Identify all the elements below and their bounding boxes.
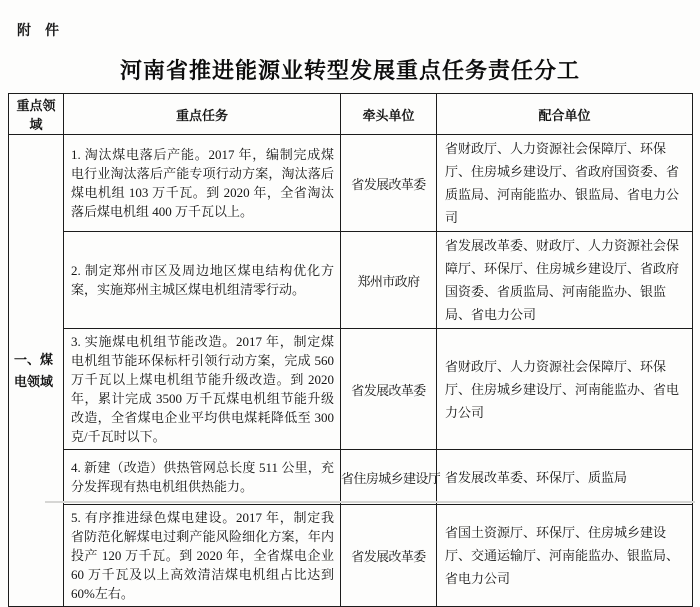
- task-cell-2: 2. 制定郑州市区及周边地区煤电结构优化方案，实施郑州主城区煤电机组清零行动。: [64, 232, 341, 329]
- column-header-support: 配合单位: [437, 94, 693, 135]
- lead-unit-cell-4: 省住房城乡建设厅: [341, 450, 437, 505]
- table-row: [9, 135, 693, 232]
- responsibility-table: [8, 93, 693, 607]
- task-cell-5: 5. 有序推进绿色煤电建设。2017 年，制定我省防范化解煤电过剩产能风险细化方案，年内投产 120 万千瓦。到 2020 年，全省煤电企业 60 万千瓦及以上高效清洁煤电机组占比达到 60%左右。: [64, 505, 341, 607]
- support-units-cell-5: 省国土资源厅、环保厅、住房城乡建设厅、交通运输厅、河南能监办、银监局、省电力公司: [437, 505, 693, 607]
- attachment-label: 附 件: [17, 24, 59, 39]
- support-units-cell-1: 省财政厅、人力资源社会保障厅、环保厅、住房城乡建设厅、省政府国资委、省质监局、河南能监办、银监局、省电力公司: [437, 135, 693, 232]
- task-cell-1: 1. 淘汰煤电落后产能。2017 年，编制完成煤电行业淘汰落后产能专项行动方案，淘汰落后煤电机组 103 万千瓦。到 2020 年，全省淘汰落后煤电机组 400 万千瓦以上。: [64, 135, 341, 232]
- column-header-lead: 牵头单位: [341, 94, 437, 135]
- task-cell-4: 4. 新建（改造）供热管网总长度 511 公里，充分发挥现有热电机组供热能力。: [64, 450, 341, 505]
- column-header-domain: 重点领域: [9, 94, 64, 135]
- table-row: [9, 450, 693, 505]
- lead-unit-cell-5: 省发展改革委: [341, 505, 437, 607]
- table-row: [9, 505, 693, 607]
- support-units-cell-3: 省财政厅、人力资源社会保障厅、环保厅、住房城乡建设厅、河南能监办、省电力公司: [437, 329, 693, 450]
- support-units-cell-2: 省发展改革委、财政厅、人力资源社会保障厅、环保厅、住房城乡建设厅、省政府国资委、省质监局、河南能监办、银监局、省电力公司: [437, 232, 693, 329]
- table-row: [9, 232, 693, 329]
- table-header-row: [9, 94, 693, 135]
- page-edge-shadow: [45, 501, 695, 503]
- table-row: [9, 329, 693, 450]
- task-cell-3: 3. 实施煤电机组节能改造。2017 年，制定煤电机组节能环保标杆引领行动方案，完成 560 万千瓦以上煤电机组节能升级改造。到 2020 年，累计完成 3500 万千瓦煤电机组节能升级改造，全省煤电企业平均供电煤耗降低至 300 克/千瓦时以下。: [64, 329, 341, 450]
- lead-unit-cell-3: 省发展改革委: [341, 329, 437, 450]
- column-header-task: 重点任务: [64, 94, 341, 135]
- support-units-cell-4: 省发展改革委、环保厅、质监局: [437, 450, 693, 505]
- page-title: 河南省推进能源业转型发展重点任务责任分工: [119, 58, 580, 83]
- domain-group-cell: 一、煤电领域: [9, 135, 64, 607]
- lead-unit-cell-1: 省发展改革委: [341, 135, 437, 232]
- lead-unit-cell-2: 郑州市政府: [341, 232, 437, 329]
